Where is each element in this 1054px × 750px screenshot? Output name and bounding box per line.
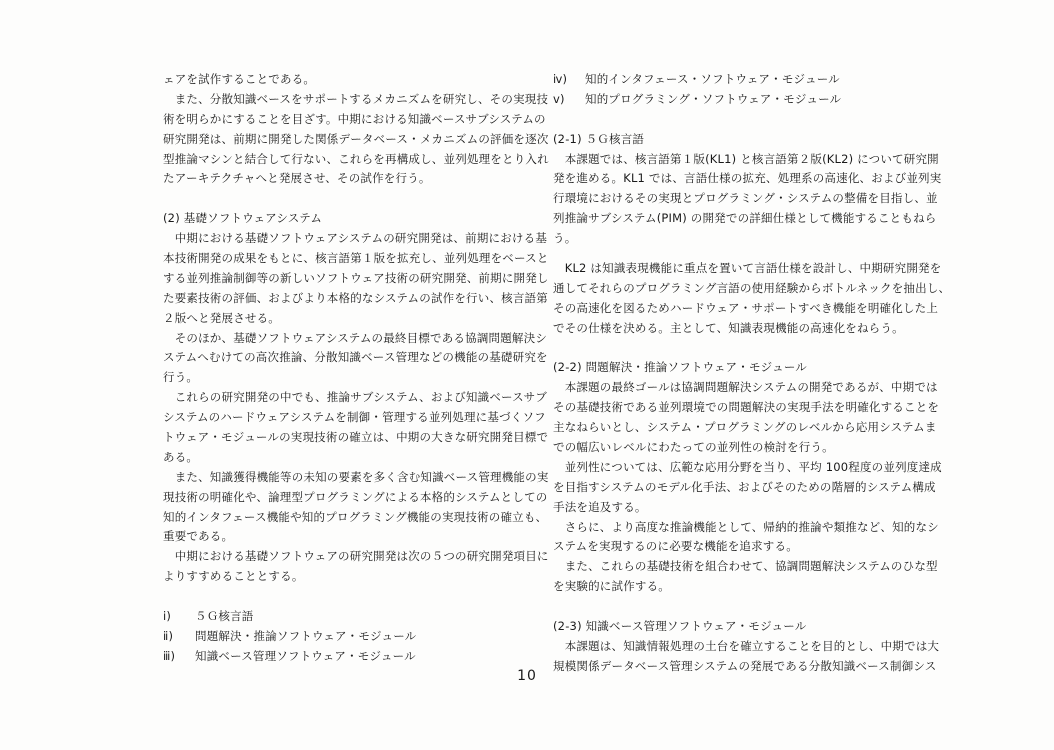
text-line: 通してそれらのプログラミング言語の使用経験からボトルネックを抽出し、 <box>553 280 951 295</box>
text-line: 現技術の明確化や、論理型プログラミングによる本格的システムとしての <box>163 489 548 504</box>
left-column <box>163 70 549 667</box>
list-item <box>163 647 535 667</box>
text-line: そのほか、基礎ソフトウェアシステムの最終目標である協調問題解決シ <box>163 330 548 345</box>
text-line: ある。 <box>163 449 199 464</box>
text-line: また、分散知識ベースをサポートするメカニズムを研究し、その実現技 <box>163 91 549 106</box>
list-item-number: ⅰ) <box>163 609 172 624</box>
list-item-number: ⅱ) <box>163 628 174 643</box>
text-line: を実験的に試作する。 <box>553 579 670 594</box>
text-line: 研究開発は、前期に開発した関係データベース・メカニズムの評価を逐次 <box>163 131 549 146</box>
section-heading: (2) 基礎ソフトウェアシステム <box>163 211 323 226</box>
list-item-number: ⅴ) <box>553 91 565 106</box>
text-line: を目指すシステムのモデル化手法、およびそのための階層的システム構成 <box>553 479 936 494</box>
text-line: さらに、より高度な推論機能として、帰納的推論や類推など、知的なシ <box>553 519 939 534</box>
text-line: また、知識獲得機能等の未知の要素を多く含む知識ベース管理機能の実 <box>163 469 549 484</box>
list-item <box>163 627 535 647</box>
section-heading: (2-1) ５Ｇ核言語 <box>553 131 645 146</box>
text-line: その基礎技術である並列環境での問題解決の実現手法を明確化することを <box>553 400 940 415</box>
list-item-number: ⅲ) <box>163 648 176 663</box>
text-line: 行う。 <box>163 370 199 385</box>
text-line: 型推論マシンと結合して行ない、これらを再構成し、並列処理をとり入れ <box>163 151 549 166</box>
text-line: システムのハードウェアシステムを制御・管理する並列処理に基づくソフ <box>163 410 546 425</box>
text-line: ステムへむけての高次推論、分散知識ベース管理などの機能の基礎研究を <box>163 350 548 365</box>
text-line: 発を進める。KL1 では、言語仕様の拡充、処理系の高速化、および並列実 <box>553 171 942 186</box>
right-column <box>553 70 951 677</box>
list-item-text: 知的プログラミング・ソフトウェア・モジュール <box>585 91 842 106</box>
text-line: 規模関係データベース管理システムの発展である分散知識ベース制御シス <box>553 658 937 673</box>
list-item-text: 知的インタフェース・ソフトウェア・モジュール <box>585 72 840 86</box>
text-line: 知的インタフェース機能や知的プログラミング機能の実現技術の確立も、 <box>163 509 548 524</box>
text-line: 重要である。 <box>163 529 234 544</box>
list-item-number: ⅳ) <box>553 72 568 86</box>
list-item <box>553 70 943 90</box>
text-line: での幅広いレベルにわたっての並列性の検討を行う。 <box>553 440 834 455</box>
text-line: トウェア・モジュールの実現技術の確立は、中期の大きな研究開発目標で <box>163 430 549 445</box>
text-line: ステムを実現するのに必要な機能を追求する。 <box>553 539 798 554</box>
text-line: 術を明らかにすることを目ざす。中期における知識ベースサブシステムの <box>163 111 546 126</box>
text-line: 中期における基礎ソフトウェアの研究開発は次の５つの研究開発項目に <box>163 549 549 564</box>
text-line: KL2 は知識表現機能に重点を置いて言語仕様を設計し、中期研究開発を <box>553 261 942 276</box>
paragraph <box>163 70 549 189</box>
list-item <box>553 90 943 110</box>
text-line: 本課題は、知識情報処理の土台を確立することを目的とし、中期では大 <box>553 638 940 653</box>
text-line: たアーキテクチャへと発展させ、その試作を行う。 <box>163 171 431 186</box>
text-line: でその仕様を決める。主として、知識表現機能の高速化をねらう。 <box>553 320 904 335</box>
text-line: う。 <box>553 231 577 246</box>
paragraph <box>553 458 943 518</box>
text-line: ２版へと発展させる。 <box>163 310 280 325</box>
text-line: また、これらの基礎技術を組合わせて、協調問題解決システムのひな型 <box>553 559 938 574</box>
text-line: する並列推論制御等の新しいソフトウェア技術の研究開発、前期に開発し <box>163 270 549 285</box>
text-line: た要素技術の評価、およびより本格的なシステムの試作を行い、核言語第 <box>163 290 548 305</box>
text-line: 主なねらいとし、システム・プログラミングのレベルから応用システムま <box>553 420 937 435</box>
section-heading: (2-2) 問題解決・推論ソフトウェア・モジュール <box>553 360 807 375</box>
list-item-text: 問題解決・推論ソフトウェア・モジュール <box>195 628 417 643</box>
text-line: ェアを試作することである。 <box>163 72 316 86</box>
text-line: これらの研究開発の中でも、推論サブシステム、および知識ベースサブ <box>163 390 548 405</box>
list-item-text: 知識ベース管理ソフトウェア・モジュール <box>195 648 416 663</box>
text-line: その高速化を図るためハードウェア・サポートすべき機能を明確化した上 <box>553 300 939 315</box>
research-item-list <box>553 70 943 110</box>
text-line: 行環境におけるその実現とプログラミング・システムの整備を目指し、並 <box>553 191 938 206</box>
paragraph <box>163 329 548 389</box>
paragraph <box>553 259 951 339</box>
text-line: よりすすめることとする。 <box>163 569 304 584</box>
paragraph <box>553 518 943 558</box>
paragraph <box>163 229 549 328</box>
page-number: 10 <box>517 668 537 684</box>
text-line: 本課題の最終ゴールは協調問題解決システムの開発であるが、中期では <box>553 380 938 395</box>
text-line: 列推論サブシステム(PIM) の開発での詳細仕様として機能することもねら <box>553 211 937 226</box>
paragraph <box>553 378 943 458</box>
paragraph <box>163 547 549 587</box>
text-line: 本技術開発の成果をもとに、核言語第１版を拡充し、並列処理をベースと <box>163 251 549 266</box>
section-heading: (2-3) 知識ベース管理ソフトウェア・モジュール <box>553 619 807 634</box>
text-line: 並列性については、広範な応用分野を当り、平均 100程度の並列度達成 <box>553 459 942 474</box>
text-line: 中期における基礎ソフトウェアシステムの研究開発は、前期における基 <box>163 231 548 246</box>
list-item-text: ５Ｇ核言語 <box>195 609 254 624</box>
paragraph <box>163 388 549 468</box>
paragraph <box>163 468 549 548</box>
text-line: 手法を追及する。 <box>553 499 647 514</box>
paragraph <box>553 150 943 249</box>
list-item <box>163 607 535 627</box>
text-line: 本課題では、核言語第１版(KL1) と核言語第２版(KL2) について研究開 <box>553 151 939 166</box>
paragraph <box>553 557 943 597</box>
research-item-list <box>163 607 535 667</box>
